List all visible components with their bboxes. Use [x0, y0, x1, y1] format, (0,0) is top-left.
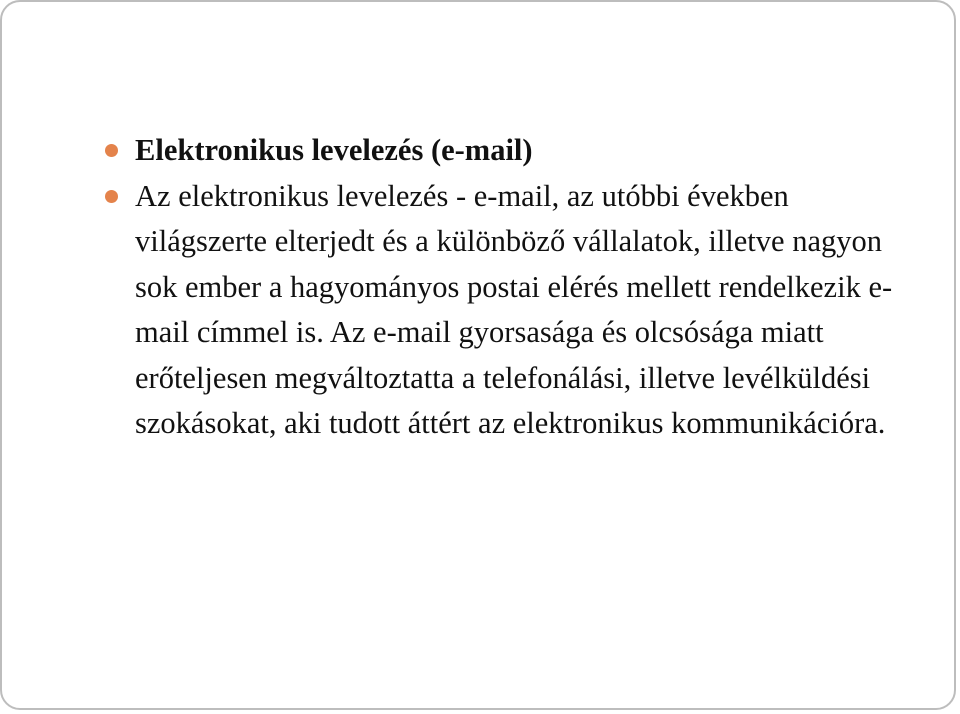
heading-text: Elektronikus levelezés (e-mail): [135, 133, 533, 167]
bullet-dot-icon: [105, 190, 118, 203]
body-text: Az elektronikus levelezés - e-mail, az utóbbi években világszerte elterjedt és a különböző vállalatok, illetve nagyon sok ember a hagyományos postai elérés mellett rendelkezik e-mail címmel is. Az e-mail gyorsasága és olcsósága miatt erőteljesen megváltoztatta a telefonálási, illetve levélküldési szokásokat, aki tudott áttért az elektronikus kommunikációra.: [135, 178, 893, 440]
bullet-dot-icon: [105, 144, 118, 157]
bullet-list: [103, 128, 903, 447]
bullet-item-body: [103, 174, 903, 447]
bullet-item-heading: [103, 128, 903, 174]
